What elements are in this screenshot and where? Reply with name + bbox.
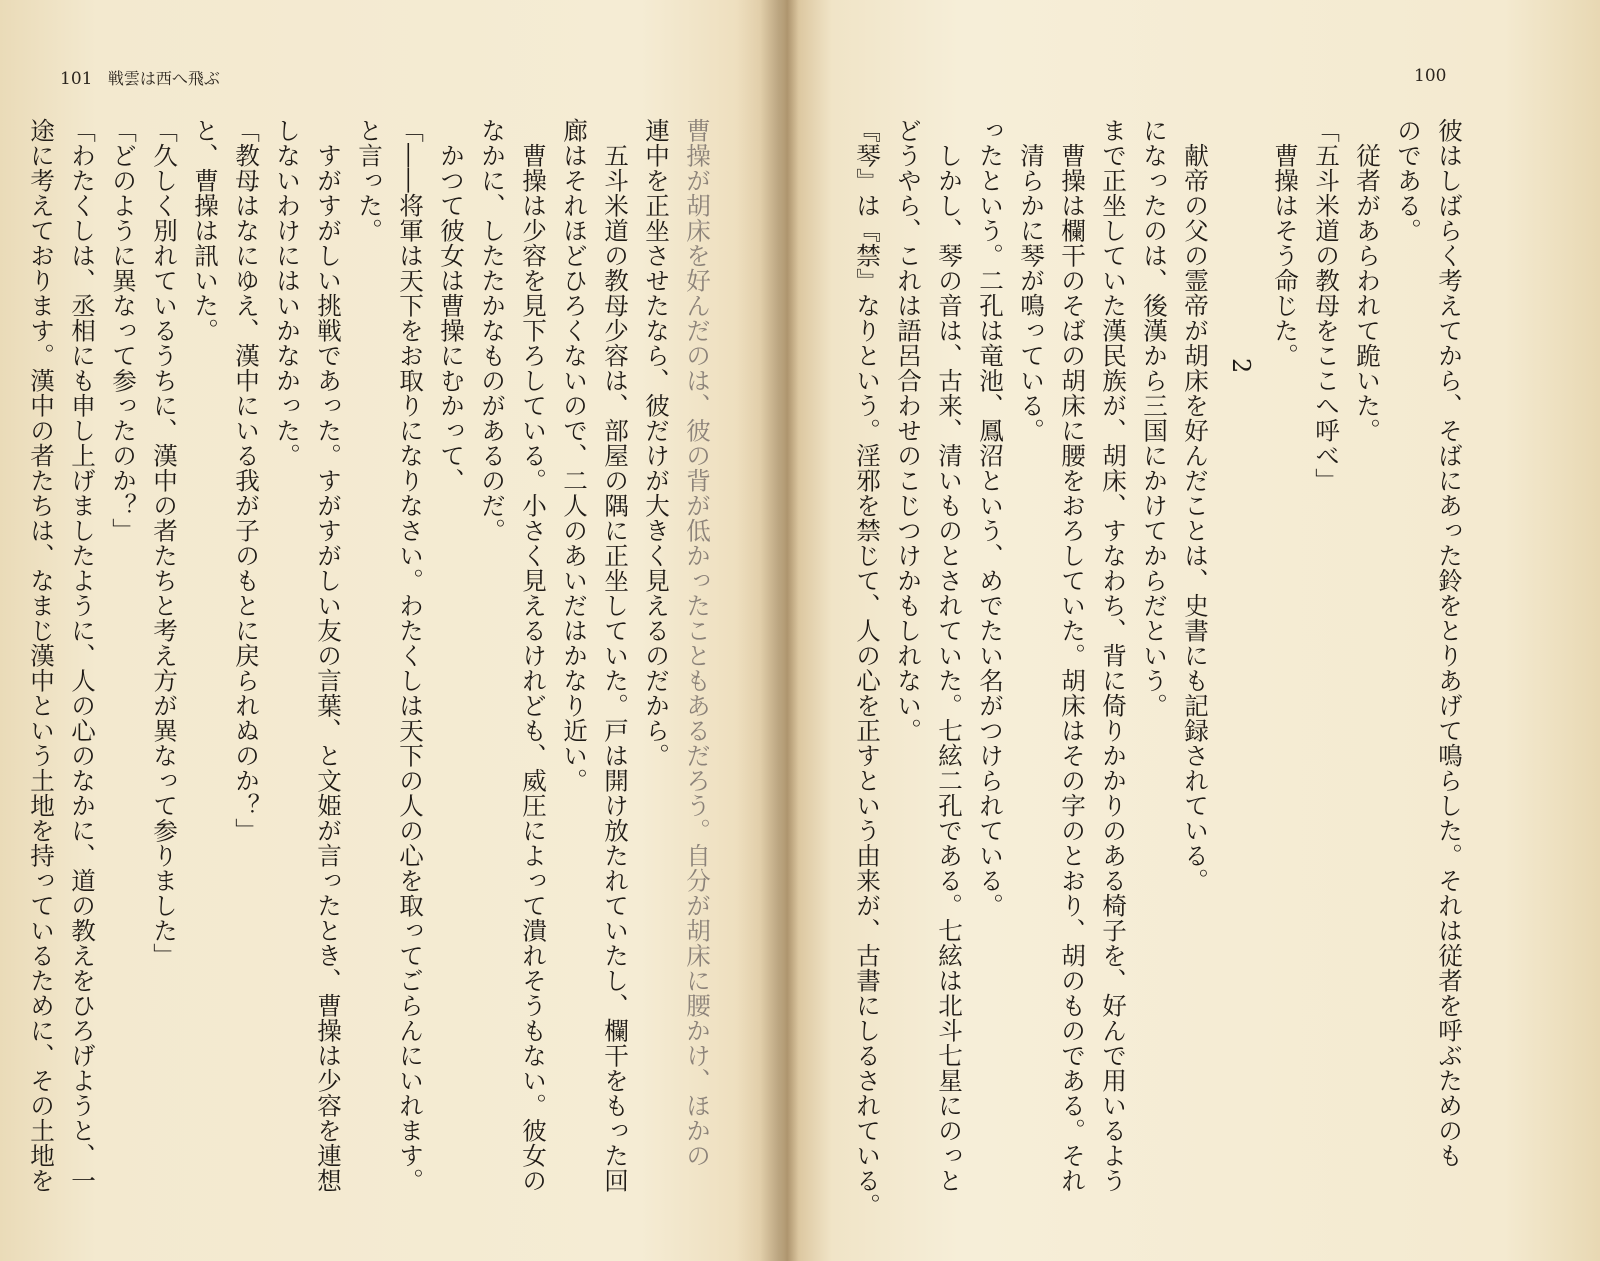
text-line: 従者があらわれて跪いた。 (1353, 118, 1382, 443)
text-line: と、曹操は訊いた。 (191, 118, 220, 343)
text-line: どうやら、これは語呂合わせのこじつけかもしれない。 (894, 118, 923, 743)
text-line: 「どのように異なって参ったのか？」 (109, 118, 138, 543)
right-page-number: 100 (1414, 66, 1447, 86)
text-line: まで正坐していた漢民族が、胡床、すなわち、背に倚りかかりのある椅子を、好んで用いるよう (1099, 118, 1128, 1193)
text-line: 曹操が胡床を好んだのは、彼の背が低かったこともあるだろう。自分が胡床に腰かけ、ほかの (683, 118, 712, 1168)
text-line: 清らかに琴が鳴っている。 (1017, 118, 1046, 443)
running-title: 戦雲は西へ飛ぶ (107, 69, 220, 88)
right-page-body (790, 118, 1470, 1218)
text-line: のである。 (1394, 118, 1423, 243)
text-line: 曹操は少容を見下ろしている。小さく見えるけれども、威圧によって潰れそうもない。彼女の (519, 118, 548, 1193)
text-line: 彼はしばらく考えてから、そばにあった鈴をとりあげて鳴らした。それは従者を呼ぶためのも (1435, 118, 1464, 1168)
text-line: かつて彼女は曹操にむかって、 (437, 118, 466, 493)
text-line: 「わたくしは、丞相にも申し上げましたように、人の心のなかに、道の教えをひろげようと、一 (68, 118, 97, 1193)
text-line: 「五斗米道の教母をここへ呼べ」 (1312, 118, 1341, 493)
left-page (0, 0, 780, 1261)
text-line: 曹操は欄干のそばの胡床に腰をおろしていた。胡床はその字のとおり、胡のものである。それ (1058, 118, 1087, 1193)
left-page-number: 101 (60, 69, 93, 89)
text-line: 曹操はそう命じた。 (1271, 118, 1300, 368)
text-line: 「久しく別れているうちに、漢中の者たちと考え方が異なって参りました」 (150, 118, 179, 968)
text-line: なかに、したたかなものがあるのだ。 (478, 118, 507, 543)
text-line: 「教母はなにゆえ、漢中にいる我が子のもとに戻られぬのか？」 (232, 118, 261, 843)
text-line: 「――将軍は天下をお取りになりなさい。わたくしは天下の人の心を取ってごらんにいれます。 (396, 118, 425, 1193)
text-line: 連中を正坐させたなら、彼だけが大きく見えるのだから。 (642, 118, 671, 768)
text-line: になったのは、後漢から三国にかけてからだという。 (1140, 118, 1169, 718)
section-gap (1216, 118, 1220, 1218)
text-line: 『琴』は『禁』なりという。淫邪を禁じて、人の心を正すという由来が、古書にしるされている。 (853, 118, 882, 1218)
right-page (780, 0, 1600, 1261)
text-line: 途に考えております。漢中の者たちは、なまじ漢中という土地を持っているために、その土地を (27, 118, 56, 1193)
text-line: 五斗米道の教母少容は、部屋の隅に正坐していた。戸は開け放たれていたし、欄干をもった回 (601, 118, 630, 1193)
text-line: 献帝の父の霊帝が胡床を好んだことは、史書にも記録されている。 (1181, 118, 1210, 893)
right-page-header (1414, 66, 1446, 86)
text-line: しないわけにはいかなかった。 (273, 118, 302, 468)
text-line: ったという。二孔は竜池、鳳沼という、めでたい名がつけられている。 (976, 118, 1005, 918)
text-line: 廊はそれほどひろくないので、二人のあいだはかなり近い。 (560, 118, 589, 793)
text-line: しかし、琴の音は、古来、清いものとされていた。七絃二孔である。七絃は北斗七星にのっと (935, 118, 964, 1193)
text-line: と言った。 (355, 118, 384, 243)
left-page-body (27, 118, 718, 1218)
text-line: すがすがしい挑戦であった。すがすがしい友の言葉、と文姫が言ったとき、曹操は少容を連想 (314, 118, 343, 1193)
left-page-header (60, 66, 220, 89)
section-number: 2 (1227, 358, 1255, 374)
